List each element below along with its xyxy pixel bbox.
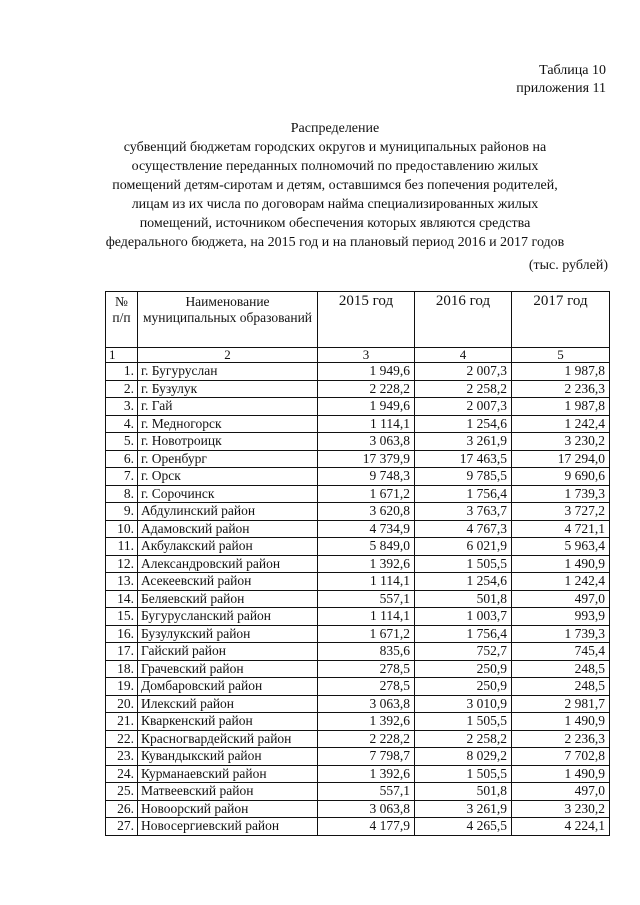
value-2016: 3 261,9 (415, 800, 512, 818)
row-number: 22. (106, 730, 138, 748)
municipality-name: Асекеевский район (138, 573, 318, 591)
row-number: 27. (106, 818, 138, 836)
table-row (106, 503, 610, 521)
value-2017: 497,0 (512, 783, 610, 801)
table-body (106, 363, 610, 836)
header-2017: 2017 год (512, 292, 610, 348)
value-2017: 1 490,9 (512, 765, 610, 783)
row-number: 9. (106, 503, 138, 521)
value-2015: 1 392,6 (318, 713, 415, 731)
value-2016: 9 785,5 (415, 468, 512, 486)
value-2016: 1 003,7 (415, 608, 512, 626)
units-note: (тыс. рублей) (528, 258, 608, 273)
value-2016: 2 007,3 (415, 398, 512, 416)
row-number: 2. (106, 380, 138, 398)
municipality-name: Гайский район (138, 643, 318, 661)
title-line: помещений, источником обеспечения которых являются средства (139, 216, 531, 231)
value-2015: 1 671,2 (318, 625, 415, 643)
table-row (106, 765, 610, 783)
table-header-row (106, 292, 610, 348)
table-label: Таблица 10 (539, 63, 606, 78)
value-2016: 2 258,2 (415, 730, 512, 748)
column-number-row (106, 348, 610, 363)
title-line: субвенций бюджетам городских округов и муниципальных районов на (123, 140, 547, 155)
column-number: 2 (138, 348, 318, 363)
municipality-name: Матвеевский район (138, 783, 318, 801)
municipality-name: г. Новотроицк (138, 433, 318, 451)
municipality-name: Кувандыкский район (138, 748, 318, 766)
table-row (106, 398, 610, 416)
column-number: 5 (512, 348, 610, 363)
value-2016: 17 463,5 (415, 450, 512, 468)
value-2017: 1 490,9 (512, 555, 610, 573)
municipality-name: г. Бугуруслан (138, 363, 318, 381)
value-2015: 2 228,2 (318, 380, 415, 398)
value-2015: 1 114,1 (318, 415, 415, 433)
municipality-name: г. Орск (138, 468, 318, 486)
table-row (106, 363, 610, 381)
value-2017: 2 236,3 (512, 380, 610, 398)
value-2016: 1 254,6 (415, 415, 512, 433)
value-2017: 248,5 (512, 678, 610, 696)
title-line: помещений детям-сиротам и детям, оставшимся без попечения родителей, (112, 178, 558, 193)
value-2016: 1 505,5 (415, 765, 512, 783)
value-2016: 752,7 (415, 643, 512, 661)
municipality-name: Бузулукский район (138, 625, 318, 643)
table-row (106, 380, 610, 398)
value-2016: 2 007,3 (415, 363, 512, 381)
value-2015: 7 798,7 (318, 748, 415, 766)
municipality-name: Новосергиевский район (138, 818, 318, 836)
header-2016: 2016 год (415, 292, 512, 348)
table-row (106, 695, 610, 713)
value-2015: 2 228,2 (318, 730, 415, 748)
value-2017: 2 981,7 (512, 695, 610, 713)
value-2016: 8 029,2 (415, 748, 512, 766)
row-number: 15. (106, 608, 138, 626)
value-2016: 501,8 (415, 590, 512, 608)
value-2017: 993,9 (512, 608, 610, 626)
table-row (106, 573, 610, 591)
value-2015: 3 620,8 (318, 503, 415, 521)
municipality-name: г. Бузулук (138, 380, 318, 398)
municipality-name: Домбаровский район (138, 678, 318, 696)
value-2016: 250,9 (415, 678, 512, 696)
value-2017: 3 230,2 (512, 800, 610, 818)
value-2015: 1 392,6 (318, 555, 415, 573)
value-2015: 557,1 (318, 590, 415, 608)
header-number: № п/п (106, 292, 138, 348)
row-number: 1. (106, 363, 138, 381)
row-number: 7. (106, 468, 138, 486)
value-2016: 250,9 (415, 660, 512, 678)
row-number: 25. (106, 783, 138, 801)
municipality-name: Красногвардейский район (138, 730, 318, 748)
column-number: 4 (415, 348, 512, 363)
municipality-name: Бугурусланский район (138, 608, 318, 626)
value-2016: 1 505,5 (415, 555, 512, 573)
value-2017: 17 294,0 (512, 450, 610, 468)
value-2015: 557,1 (318, 783, 415, 801)
value-2015: 835,6 (318, 643, 415, 661)
value-2015: 1 949,6 (318, 398, 415, 416)
table-row (106, 713, 610, 731)
municipality-name: Новоорский район (138, 800, 318, 818)
row-number: 24. (106, 765, 138, 783)
table-row (106, 520, 610, 538)
value-2015: 3 063,8 (318, 433, 415, 451)
column-number: 1 (106, 348, 138, 363)
row-number: 4. (106, 415, 138, 433)
municipality-name: Адамовский район (138, 520, 318, 538)
municipality-name: Грачевский район (138, 660, 318, 678)
value-2017: 497,0 (512, 590, 610, 608)
value-2017: 248,5 (512, 660, 610, 678)
table-row (106, 555, 610, 573)
value-2017: 2 236,3 (512, 730, 610, 748)
municipality-name: Александровский район (138, 555, 318, 573)
value-2017: 3 727,2 (512, 503, 610, 521)
municipality-name: Илекский район (138, 695, 318, 713)
row-number: 20. (106, 695, 138, 713)
row-number: 16. (106, 625, 138, 643)
municipality-name: г. Гай (138, 398, 318, 416)
table-row (106, 678, 610, 696)
municipality-name: Курманаевский район (138, 765, 318, 783)
table-row (106, 608, 610, 626)
header-name: Наименование муниципальных образований (138, 292, 318, 348)
value-2016: 3 010,9 (415, 695, 512, 713)
table-row (106, 730, 610, 748)
value-2016: 3 763,7 (415, 503, 512, 521)
value-2017: 9 690,6 (512, 468, 610, 486)
value-2015: 1 671,2 (318, 485, 415, 503)
value-2017: 4 721,1 (512, 520, 610, 538)
title-line: Распределение (290, 121, 380, 136)
value-2017: 1 739,3 (512, 485, 610, 503)
row-number: 26. (106, 800, 138, 818)
value-2015: 278,5 (318, 678, 415, 696)
value-2017: 1 490,9 (512, 713, 610, 731)
row-number: 21. (106, 713, 138, 731)
row-number: 6. (106, 450, 138, 468)
value-2015: 278,5 (318, 660, 415, 678)
value-2017: 1 987,8 (512, 363, 610, 381)
row-number: 5. (106, 433, 138, 451)
table-row (106, 485, 610, 503)
municipality-name: г. Медногорск (138, 415, 318, 433)
row-number: 8. (106, 485, 138, 503)
table-row (106, 660, 610, 678)
value-2015: 1 114,1 (318, 573, 415, 591)
value-2015: 1 392,6 (318, 765, 415, 783)
municipality-name: Акбулакский район (138, 538, 318, 556)
column-number: 3 (318, 348, 415, 363)
municipality-name: Беляевский район (138, 590, 318, 608)
subsidy-table (105, 291, 610, 836)
table-row (106, 590, 610, 608)
municipality-name: Абдулинский район (138, 503, 318, 521)
value-2015: 5 849,0 (318, 538, 415, 556)
value-2016: 1 756,4 (415, 625, 512, 643)
value-2016: 3 261,9 (415, 433, 512, 451)
table-row (106, 748, 610, 766)
value-2017: 7 702,8 (512, 748, 610, 766)
value-2017: 5 963,4 (512, 538, 610, 556)
value-2017: 3 230,2 (512, 433, 610, 451)
value-2016: 2 258,2 (415, 380, 512, 398)
row-number: 12. (106, 555, 138, 573)
value-2015: 3 063,8 (318, 695, 415, 713)
value-2015: 1 114,1 (318, 608, 415, 626)
municipality-name: г. Сорочинск (138, 485, 318, 503)
municipality-name: г. Оренбург (138, 450, 318, 468)
value-2016: 501,8 (415, 783, 512, 801)
row-number: 17. (106, 643, 138, 661)
value-2015: 9 748,3 (318, 468, 415, 486)
value-2017: 4 224,1 (512, 818, 610, 836)
table-row (106, 818, 610, 836)
value-2016: 6 021,9 (415, 538, 512, 556)
table-row (106, 433, 610, 451)
value-2017: 1 242,4 (512, 573, 610, 591)
value-2015: 4 734,9 (318, 520, 415, 538)
row-number: 13. (106, 573, 138, 591)
table-row (106, 625, 610, 643)
table-row (106, 468, 610, 486)
value-2017: 1 242,4 (512, 415, 610, 433)
table-row (106, 538, 610, 556)
row-number: 14. (106, 590, 138, 608)
header-2015: 2015 год (318, 292, 415, 348)
value-2015: 17 379,9 (318, 450, 415, 468)
table-row (106, 450, 610, 468)
document-title (60, 119, 610, 252)
title-line: лицам из их числа по договорам найма специализированных жилых (131, 197, 539, 212)
row-number: 10. (106, 520, 138, 538)
table-row (106, 783, 610, 801)
appendix-label: приложения 11 (516, 81, 606, 96)
value-2015: 3 063,8 (318, 800, 415, 818)
value-2016: 4 767,3 (415, 520, 512, 538)
value-2016: 1 756,4 (415, 485, 512, 503)
value-2015: 4 177,9 (318, 818, 415, 836)
value-2015: 1 949,6 (318, 363, 415, 381)
value-2016: 4 265,5 (415, 818, 512, 836)
row-number: 18. (106, 660, 138, 678)
table-row (106, 643, 610, 661)
table-row (106, 800, 610, 818)
municipality-name: Кваркенский район (138, 713, 318, 731)
table-reference (516, 62, 606, 98)
value-2016: 1 254,6 (415, 573, 512, 591)
value-2017: 1 987,8 (512, 398, 610, 416)
row-number: 23. (106, 748, 138, 766)
title-line: осуществление переданных полномочий по предоставлению жилых (131, 159, 539, 174)
row-number: 3. (106, 398, 138, 416)
value-2016: 1 505,5 (415, 713, 512, 731)
title-line: федерального бюджета, на 2015 год и на плановый период 2016 и 2017 годов (105, 235, 565, 250)
row-number: 11. (106, 538, 138, 556)
value-2017: 1 739,3 (512, 625, 610, 643)
table-row (106, 415, 610, 433)
row-number: 19. (106, 678, 138, 696)
value-2017: 745,4 (512, 643, 610, 661)
